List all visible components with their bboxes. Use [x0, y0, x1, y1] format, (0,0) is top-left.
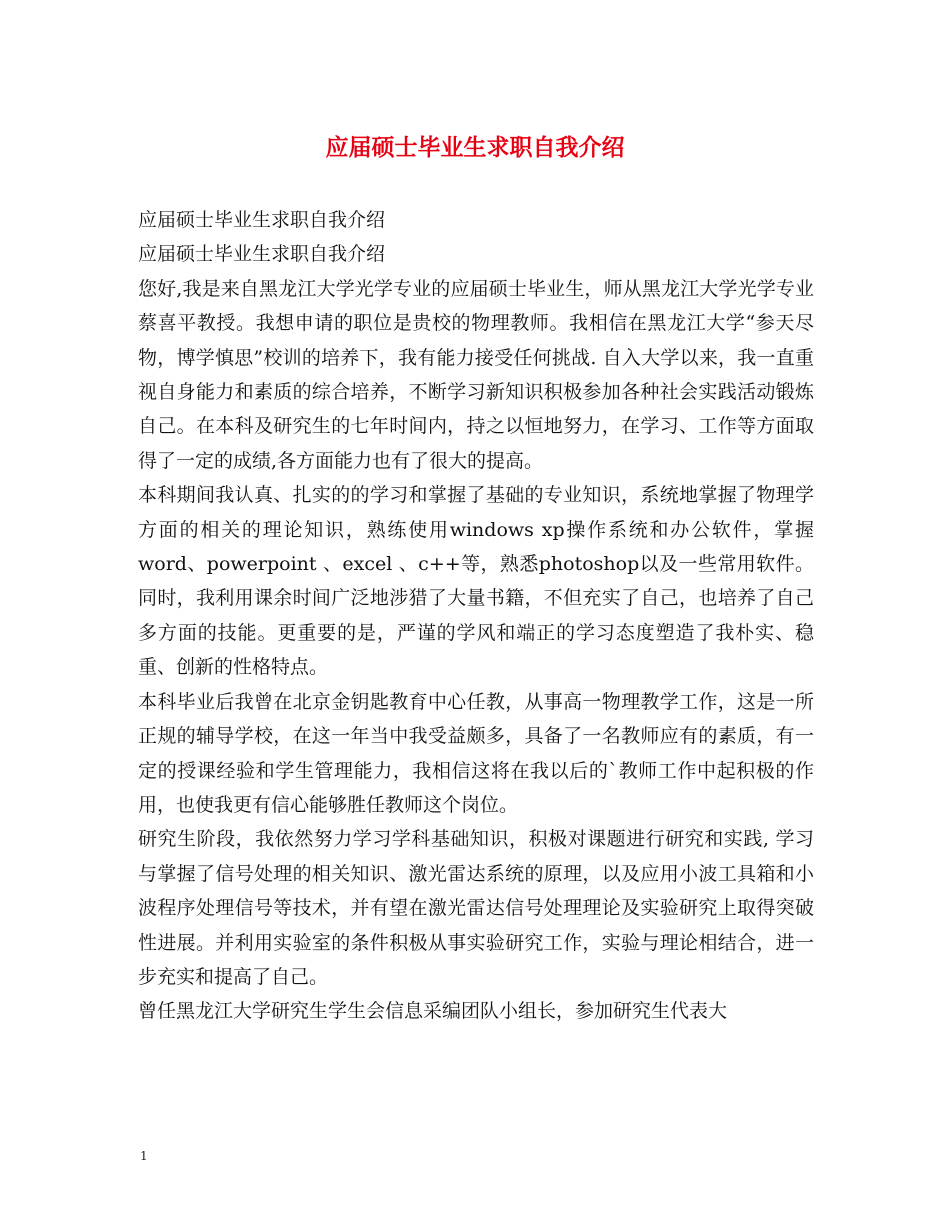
page-number: 1 — [140, 1149, 148, 1163]
paragraph-undergraduate: 本科期间我认真、扎实的的学习和掌握了基础的专业知识，系统地掌握了物理学方面的相关的理论知识，熟练使用windows xp操作系统和办公软件，掌握word、powerpoint 、excel 、c++等，熟悉photoshop以及一些常用软件。同时，我利用课余时间广泛地涉猎了大量书籍，不但充实了自己，也培养了自己多方面的技能。更重要的是，严谨的学风和端正的学习态度塑造了我朴实、稳重、创新的性格特点。 — [138, 484, 814, 679]
paragraph-graduate-study: 研究生阶段，我依然努力学习学科基础知识，积极对课题进行研究和实践, 学习与掌握了信号处理的相关知识、激光雷达系统的原理，以及应用小波工具箱和小波程序处理信号等技术，并有望在激光雷达信号处理理论及实验研究上取得突破性进展。并利用实验室的条件积极从事实验研究工作，实验与理论相结合，进一步充实和提高了自己。 — [138, 828, 814, 988]
paragraph-subtitle-2: 应届硕士毕业生求职自我介绍 — [138, 243, 386, 266]
paragraph-teaching-experience: 本科毕业后我曾在北京金钥匙教育中心任教，从事高一物理教学工作，这是一所正规的辅导学校，在这一年当中我受益颇多，具备了一名教师应有的素质，有一定的授课经验和学生管理能力，我相信这将在我以后的`教师工作中起积极的作用，也使我更有信心能够胜任教师这个岗位。 — [138, 690, 814, 816]
document-body — [138, 203, 814, 1029]
paragraph-introduction: 您好,我是来自黑龙江大学光学专业的应届硕士毕业生，师从黑龙江大学光学专业蔡喜平教授。我想申请的职位是贵校的物理教师。我相信在黑龙江大学“参天尽物，博学慎思”校训的培养下，我有能力接受任何挑战. 自入大学以来，我一直重视自身能力和素质的综合培养，不断学习新知识积极参加各种社会实践活动锻炼自己。在本科及研究生的七年时间内，持之以恒地努力，在学习、工作等方面取得了一定的成绩,各方面能力也有了很大的提高。 — [138, 277, 814, 472]
paragraph-subtitle-1: 应届硕士毕业生求职自我介绍 — [138, 209, 386, 231]
document-title: 应届硕士毕业生求职自我介绍 — [325, 134, 625, 161]
paragraph-student-union: 曾任黑龙江大学研究生学生会信息采编团队小组长，参加研究生代表大 — [138, 1000, 728, 1023]
